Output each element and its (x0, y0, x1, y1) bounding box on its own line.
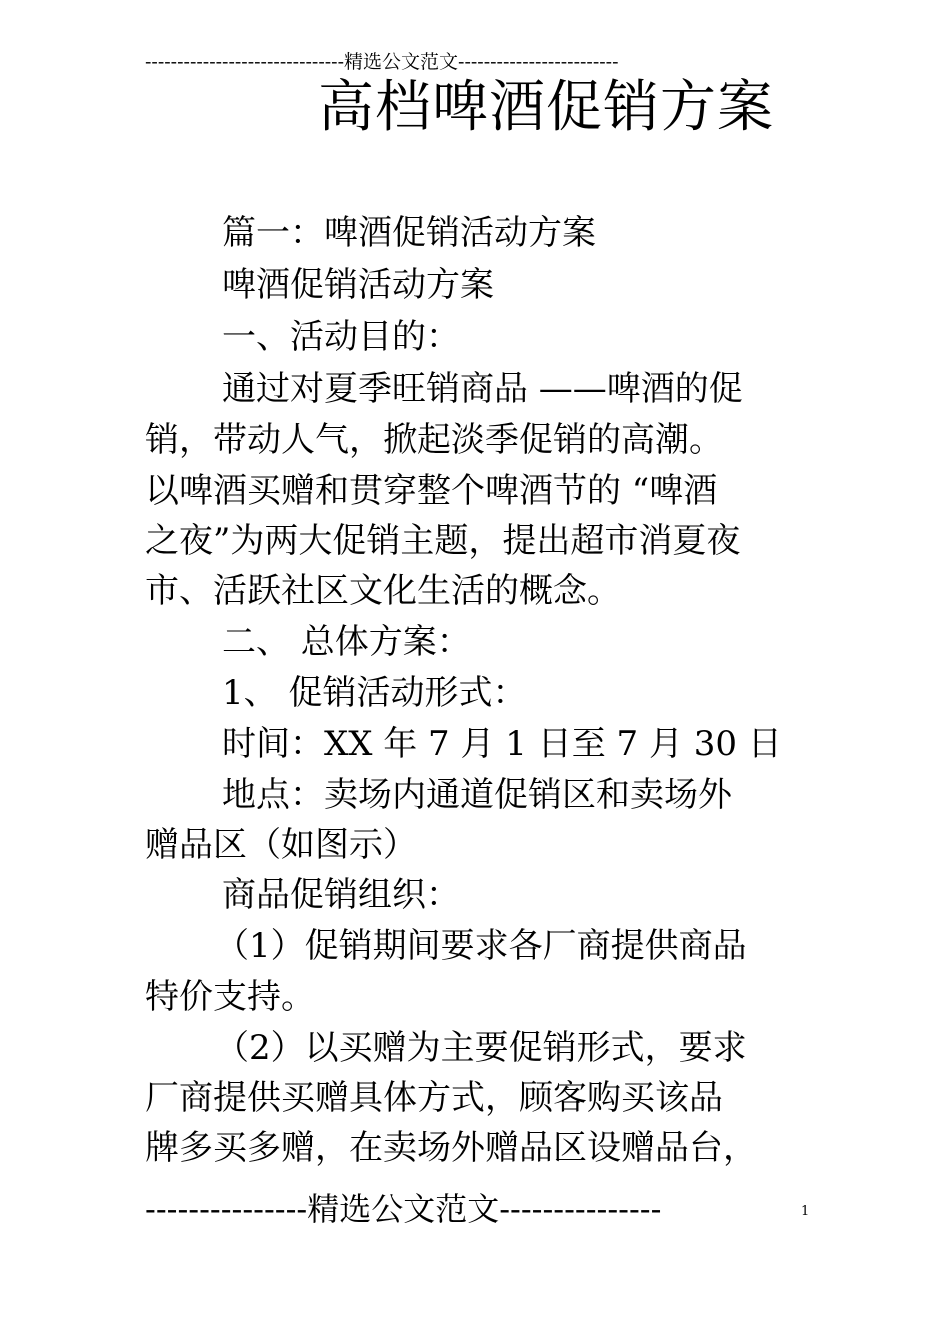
paragraph-line: 赠品区（如图示） (145, 825, 417, 865)
paragraph-line: 时间：XX 年 7 月 1 日至 7 月 30 日 (222, 724, 782, 764)
paragraph-line: 销，带动人气，掀起淡季促销的高潮。 (145, 420, 723, 460)
paragraph-line: 市、活跃社区文化生活的概念。 (145, 571, 621, 611)
page-number: 1 (801, 1204, 810, 1219)
paragraph-line: 1、 促销活动形式： (222, 673, 527, 713)
document-title: 高档啤酒促销方案 (318, 75, 774, 140)
paragraph-line: 篇一：啤酒促销活动方案 (222, 213, 596, 253)
paragraph-line: 地点：卖场内通道促销区和卖场外 (222, 775, 732, 815)
paragraph-line: 厂商提供买赠具体方式，顾客购买该品 (145, 1078, 723, 1118)
paragraph-line: 之夜”为两大促销主题，提出超市消夏夜 (145, 521, 741, 561)
paragraph-line: 一、活动目的： (222, 317, 460, 357)
paragraph-line: （1）促销期间要求各厂商提供商品 (215, 926, 747, 966)
page-footer: ---------------精选公文范文--------------- (145, 1190, 662, 1228)
paragraph-line: （2）以买赠为主要促销形式，要求 (215, 1028, 747, 1068)
paragraph-line: 商品促销组织： (222, 875, 460, 915)
paragraph-line: 通过对夏季旺销商品 ——啤酒的促 (222, 369, 743, 409)
paragraph-line: 啤酒促销活动方案 (222, 265, 494, 305)
paragraph-line: 以啤酒买赠和贯穿整个啤酒节的 “啤酒 (145, 471, 718, 511)
page-header: -------------------------------精选公文范文------------------------- (145, 51, 619, 73)
paragraph-line: 牌多买多赠，在卖场外赠品区设赠品台， (145, 1128, 757, 1168)
paragraph-line: 二、 总体方案： (222, 622, 471, 662)
paragraph-line: 特价支持。 (145, 977, 315, 1017)
